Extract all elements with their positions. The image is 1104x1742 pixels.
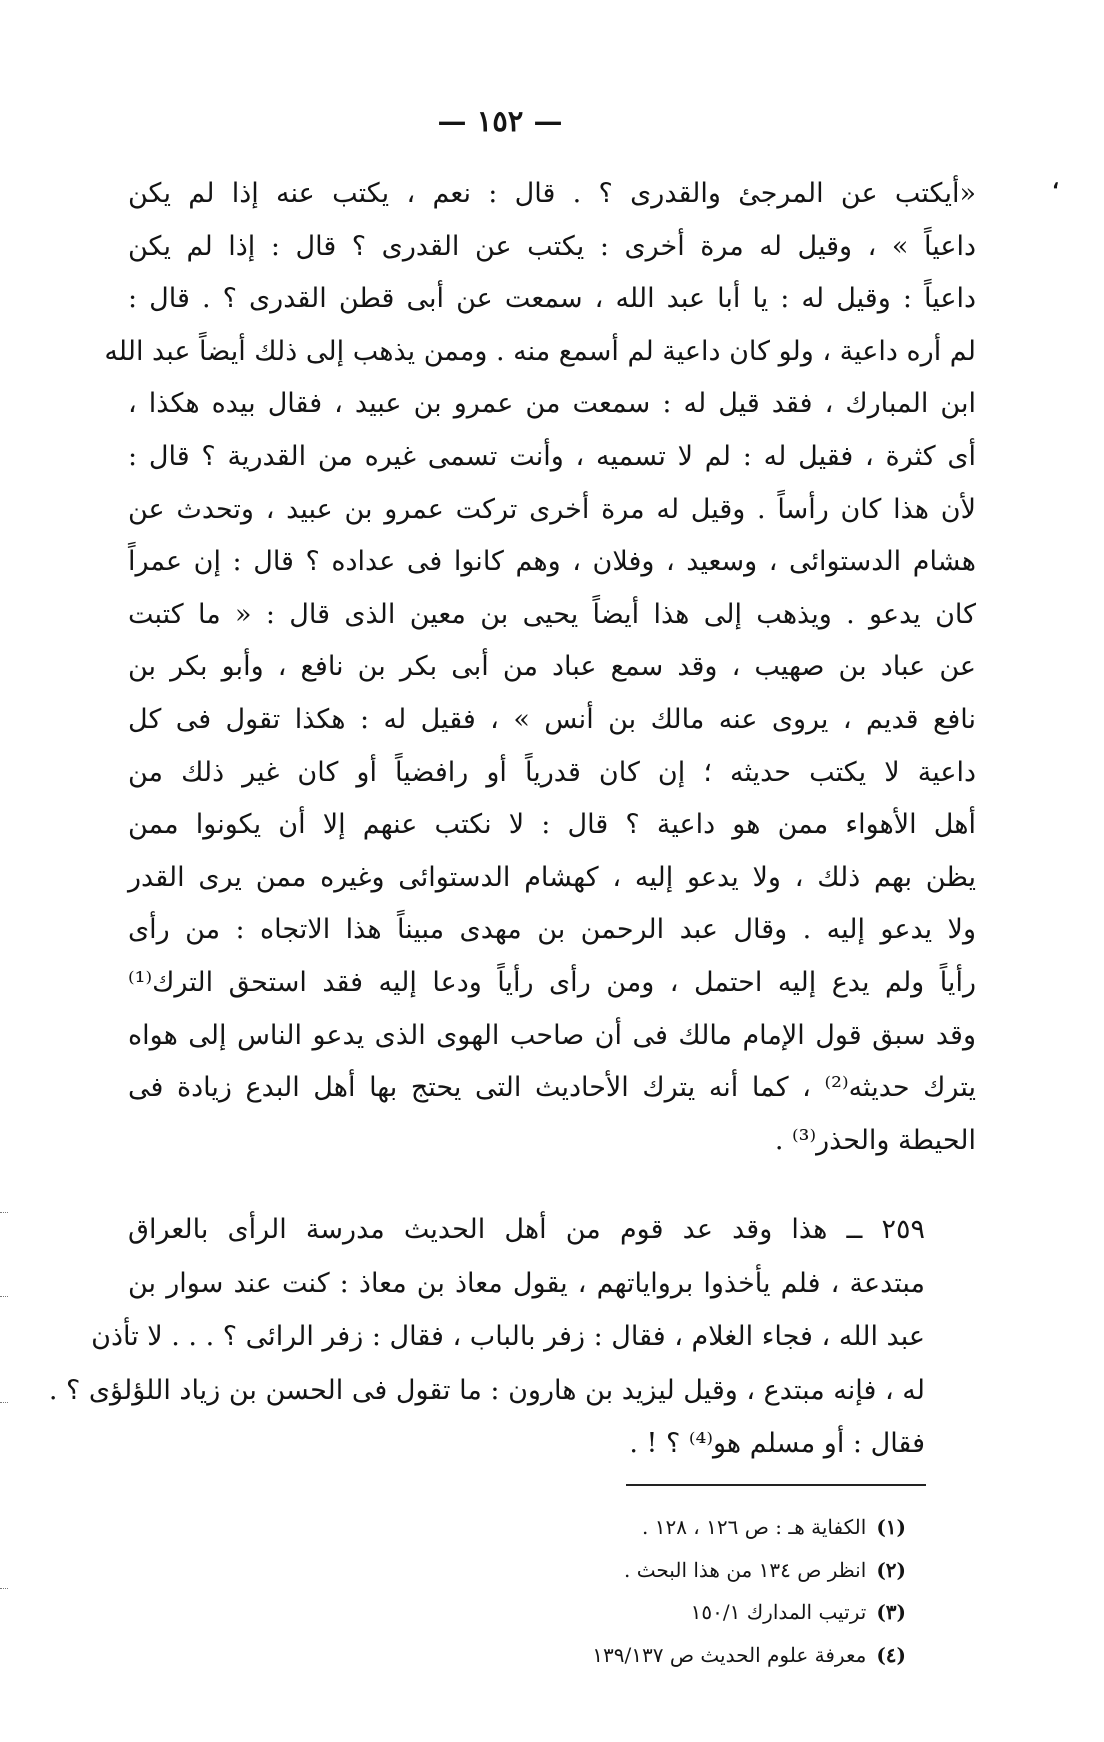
text-line: يترك حديثه⁽²⁾ ، كما أنه يترك الأحاديث التى يحتج بها أهل البدع زيادة فى bbox=[128, 1072, 976, 1104]
paragraph-259 bbox=[48, 1203, 925, 1471]
footnote-item bbox=[400, 1506, 906, 1549]
footnote-text: انظر ص ١٣٤ من هذا البحث . bbox=[624, 1557, 867, 1582]
footnote-number: (٢) bbox=[876, 1557, 906, 1582]
footnotes bbox=[400, 1506, 906, 1676]
text-line: وقد سبق قول الإمام مالك فى أن صاحب الهوى الذى يدعو الناس إلى هواه bbox=[128, 1019, 976, 1051]
text-line: عبد الله ، فجاء الغلام ، فقال : زفر بالباب ، فقال : زفر الرائى ؟ . . . لا تأذن bbox=[91, 1321, 925, 1352]
footnote-item bbox=[400, 1591, 906, 1634]
main-paragraph bbox=[104, 168, 976, 1167]
text-line: رأياً ولم يدع إليه احتمل ، ومن رأى رأياً ودعا إليه فقد استحق الترك⁽¹⁾ bbox=[128, 966, 976, 998]
text-line: أى كثرة ، فقيل له : لم لا تسميه ، وأنت تسمى غيره من القدرية ؟ قال : bbox=[128, 440, 976, 472]
footnote-divider bbox=[626, 1484, 926, 1486]
text-line: ٢٥٩ ــ هذا وقد عد قوم من أهل الحديث مدرسة الرأى بالعراق bbox=[128, 1214, 925, 1245]
footnote-item bbox=[400, 1549, 906, 1592]
footnote-number: (١) bbox=[876, 1515, 906, 1539]
text-line: هشام الدستوائى ، وسعيد ، وفلان ، وهم كانوا فى عداده ؟ قال : إن عمراً bbox=[128, 546, 976, 578]
text-line: عن عباد بن صهيب ، وقد سمع عباد من أبى بكر بن نافع ، وأبو بكر بن bbox=[128, 651, 976, 683]
text-line: لم أره داعية ، ولو كان داعية لم أسمع منه . وممن يذهب إلى ذلك أيضاً عبد الله bbox=[104, 335, 976, 367]
footnote-number: (٣) bbox=[876, 1600, 906, 1624]
text-line: كان يدعو . ويذهب إلى هذا أيضاً يحيى بن معين الذى قال : « ما كتبت bbox=[128, 598, 976, 630]
scan-edge-mark bbox=[0, 1212, 8, 1213]
footnote-text: الكفاية هـ : ص ١٢٦ ، ١٢٨ . bbox=[642, 1515, 867, 1539]
footnote-item bbox=[400, 1634, 906, 1677]
text-line: نافع قديم ، يروى عنه مالك بن أنس » ، فقيل له : هكذا تقول فى كل bbox=[128, 703, 976, 735]
margin-mark: ، bbox=[1052, 168, 1060, 194]
text-line: فقال : أو مسلم هو⁽⁴⁾ ؟ ! . bbox=[629, 1428, 925, 1459]
scan-edge-mark bbox=[0, 1296, 8, 1297]
footnote-number: (٤) bbox=[876, 1642, 906, 1667]
text-line: داعياً : وقيل له : يا أبا عبد الله ، سمعت عن أبى قطن القدرى ؟ . قال : bbox=[128, 283, 976, 315]
text-line: داعية لا يكتب حديثه ؛ إن كان قدرياً أو رافضياً أو كان غير ذلك من bbox=[128, 756, 976, 788]
page-number: — ١٥٢ — bbox=[437, 104, 563, 138]
text-line: لأن هذا كان رأساً . وقيل له مرة أخرى تركت عمرو بن عبيد ، وتحدث عن bbox=[128, 493, 976, 525]
text-line: «أيكتب عن المرجئ والقدرى ؟ . قال : نعم ، يكتب عنه إذا لم يكن bbox=[128, 178, 976, 209]
scan-edge-mark bbox=[0, 1402, 8, 1403]
text-line: مبتدعة ، فلم يأخذوا برواياتهم ، يقول معاذ بن معاذ : كنت عند سوار بن bbox=[128, 1267, 925, 1299]
scan-edge-mark bbox=[0, 1588, 8, 1589]
text-line: داعياً » ، وقيل له مرة أخرى : يكتب عن القدرى ؟ قال : إذا لم يكن bbox=[128, 230, 976, 262]
text-line: ابن المبارك ، فقد قيل له : سمعت من عمرو بن عبيد ، فقال بيده هكذا ، bbox=[128, 388, 976, 420]
footnote-text: ترتيب المدارك ١٥٠/١ bbox=[690, 1600, 867, 1624]
text-line: يظن بهم ذلك ، ولا يدعو إليه ، كهشام الدستوائى وغيره ممن يرى القدر bbox=[128, 861, 976, 893]
footnote-text: معرفة علوم الحديث ص ١٣٩/١٣٧ bbox=[592, 1642, 867, 1667]
text-line: له ، فإنه مبتدع ، وقيل ليزيد بن هارون : ما تقول فى الحسن بن زياد اللؤلؤى ؟ . bbox=[48, 1374, 925, 1406]
text-line: أهل الأهواء ممن هو داعية ؟ قال : لا نكتب عنهم إلا أن يكونوا ممن bbox=[128, 809, 976, 841]
text-line: ولا يدعو إليه . وقال عبد الرحمن بن مهدى مبيناً هذا الاتجاه : من رأى bbox=[128, 914, 976, 946]
text-line: الحيطة والحذر⁽³⁾ . bbox=[774, 1124, 976, 1156]
